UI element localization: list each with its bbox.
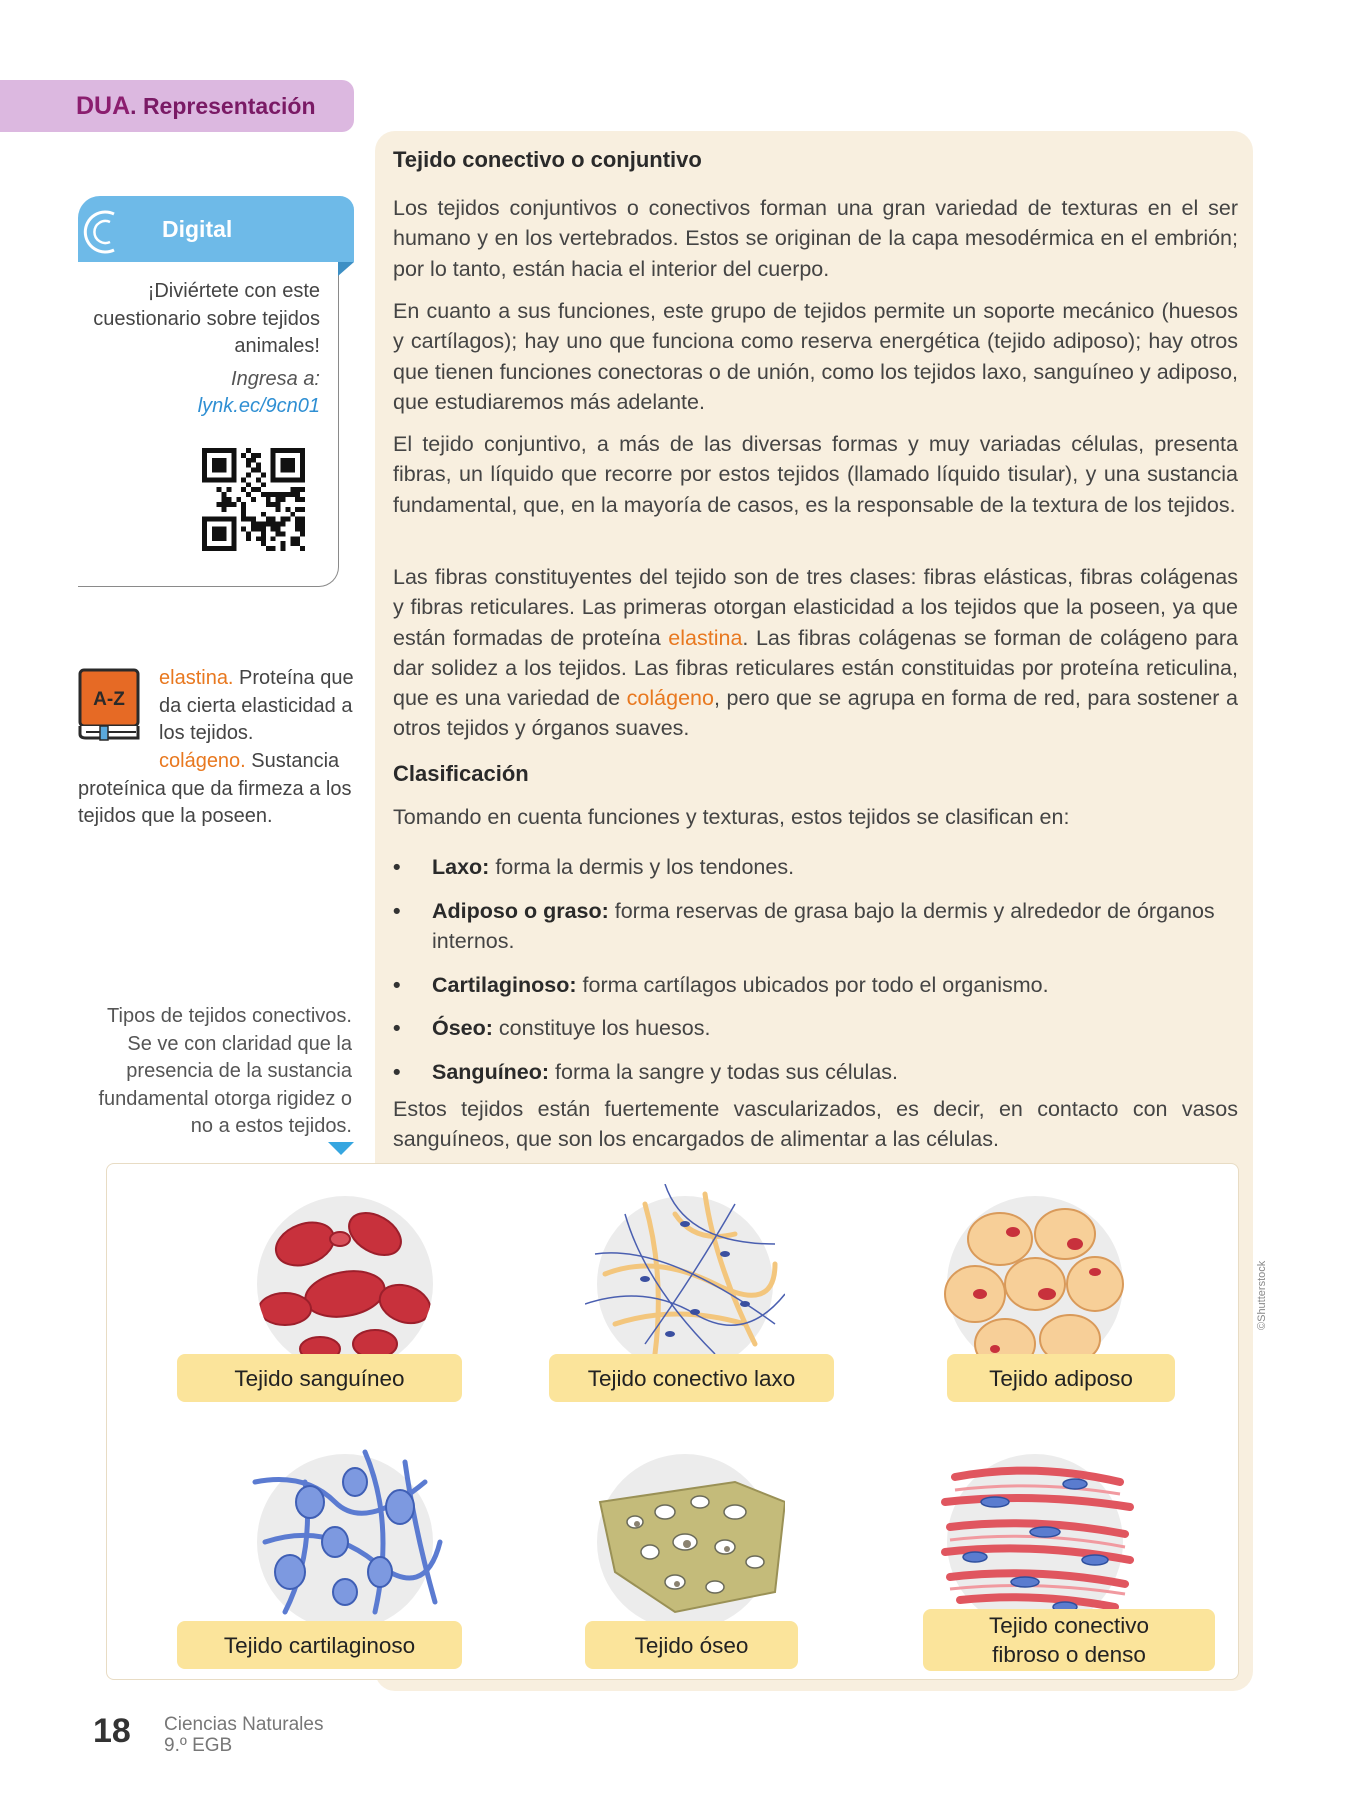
tissue-label-sanguineo: Tejido sanguíneo — [177, 1354, 462, 1402]
footer-grade: 9.º EGB — [164, 1735, 233, 1756]
blood-tissue-image — [245, 1184, 445, 1364]
paragraph-2: En cuanto a sus funciones, este grupo de tejidos permite un soporte mecánico (huesos y cartílagos); hay uno que funciona como reserva energética (tejido adiposo); hay otros que tienen funciones conectoras o de unión, como los tejidos laxo, sanguíneo y adiposo, que estudiaremos más adelante. — [393, 299, 1238, 414]
cartilage-tissue-image — [245, 1442, 445, 1622]
bullet-laxo — [393, 852, 1238, 882]
paragraph-3: El tejido conjuntivo, a más de las diversas formas y muy variadas células, presenta fibras, un líquido que recorre por estos tejidos (llamado líquido tisular), y una sustancia fundamental, que, en la mayoría de casos, es la responsable de la textura de los tejidos. — [393, 432, 1238, 517]
bullet-text: forma cartílagos ubicados por todo el organismo. — [576, 973, 1049, 997]
paragraph-4-part-b: . Las fibras colágenas se forman de colágeno para dar solidez a los tejidos. Las fibras reticulares están constituidas por proteína reticulina, que es una variedad de — [393, 625, 1239, 711]
glossary-entry-colageno — [78, 748, 360, 831]
tissue-label-laxo: Tejido conectivo laxo — [549, 1354, 834, 1402]
term-elastina: elastina — [668, 625, 743, 650]
footer-subject-name: Ciencias Naturales — [164, 1714, 324, 1735]
bullet-term: Óseo: — [432, 1016, 493, 1040]
caption-arrow-icon — [328, 1142, 354, 1155]
dua-label-main: DUA — [76, 92, 131, 120]
bullet-term: Adiposo o graso: — [432, 899, 609, 923]
adipose-tissue-image — [935, 1184, 1135, 1364]
dense-fibrous-image — [935, 1442, 1135, 1622]
glossary-term: colágeno. — [159, 750, 246, 772]
bullet-term: Cartilaginoso: — [432, 973, 577, 997]
bullet-text: forma la sangre y todas sus células. — [549, 1060, 899, 1084]
tissue-label-oseo: Tejido óseo — [585, 1621, 798, 1669]
figure-caption: Tipos de tejidos conectivos. Se ve con claridad que la presencia de la sustancia fundamental otorga rigidez o no a estos tejidos. — [98, 1005, 352, 1137]
tissue-label-cartilaginoso: Tejido cartilaginoso — [177, 1621, 462, 1669]
bullet-dot: • — [393, 1016, 401, 1040]
bullet-dot: • — [393, 973, 401, 997]
bullet-text: forma reservas de grasa bajo la dermis y alrededor de órganos internos. — [432, 899, 1215, 954]
digital-title: Digital — [162, 216, 233, 242]
tissue-label-adiposo: Tejido adiposo — [947, 1354, 1175, 1402]
bullet-text: constituye los huesos. — [492, 1016, 711, 1040]
paragraph-4-part-c: , pero que se agrupa en forma de red, para sostener a otros tejidos y órganos suaves. — [393, 686, 1238, 741]
digital-ingresa: Ingresa a: — [231, 368, 320, 390]
tissue-figure — [106, 1163, 1239, 1680]
digital-fold — [338, 262, 354, 276]
bone-tissue-image — [585, 1442, 785, 1622]
digital-c-icon — [80, 206, 124, 258]
dua-label — [76, 92, 316, 121]
glossary-def: Proteína que da cierta elasticidad a los tejidos. — [159, 667, 354, 744]
bullet-term: Sanguíneo: — [432, 1060, 550, 1084]
section-heading: Tejido conectivo o conjuntivo — [393, 147, 702, 172]
qr-code-icon[interactable] — [202, 448, 305, 551]
bullet-adiposo — [393, 896, 1238, 957]
bullet-dot: • — [393, 1060, 401, 1084]
glossary-book-icon — [78, 668, 140, 742]
glossary-term: elastina. — [159, 667, 234, 689]
paragraph-6: Estos tejidos están fuertemente vascularizados, es decir, en contacto con vasos sanguíneos, que son los encargados de alimentar a las células. — [393, 1097, 1238, 1152]
glossary-def: Sustancia proteínica que da firmeza a los tejidos que la poseen. — [78, 750, 352, 827]
bullet-dot: • — [393, 855, 401, 879]
tissue-label-fibroso: Tejido conectivo fibroso o denso — [923, 1609, 1215, 1671]
paragraph-1: Los tejidos conjuntivos o conectivos forman una gran variedad de texturas en el ser humano y en los vertebrados. Estos se originan de la capa mesodérmica en el embrión; por lo tanto, están hacia el interior del cuerpo. — [393, 196, 1238, 281]
dua-label-sub: . Representación — [130, 93, 316, 119]
paragraph-4-part-a: Las fibras constituyentes del tejido son de tres clases: fibras elásticas, fibras colágenas y fibras reticulares. Las primeras otorgan elasticidad a los tejidos que la poseen, ya que están formadas de proteína — [393, 565, 1238, 650]
image-credit: ©Shutterstock — [1256, 1260, 1268, 1330]
footer-subject — [164, 1714, 323, 1756]
loose-connective-image — [585, 1184, 785, 1364]
paragraph-5: Tomando en cuenta funciones y texturas, estos tejidos se clasifican en: — [393, 805, 1070, 829]
digital-text: ¡Diviértete con este cuestionario sobre tejidos animales! — [93, 280, 320, 357]
bullet-text: forma la dermis y los tendones. — [489, 855, 795, 879]
classification-heading: Clasificación — [393, 761, 529, 786]
bullet-cartilaginoso — [393, 970, 1238, 1000]
bullet-term: Laxo: — [432, 855, 490, 879]
glossary-icon-text: A-Z — [93, 689, 125, 710]
digital-link[interactable]: lynk.ec/9cn01 — [197, 395, 320, 417]
bullet-dot: • — [393, 899, 401, 923]
glossary-entry-elastina — [159, 665, 359, 748]
paragraph-4 — [393, 562, 1238, 744]
bullet-sanguineo — [393, 1057, 1238, 1087]
page-number: 18 — [93, 1712, 131, 1750]
bullet-oseo — [393, 1013, 1238, 1043]
term-colageno: colágeno — [626, 686, 714, 711]
